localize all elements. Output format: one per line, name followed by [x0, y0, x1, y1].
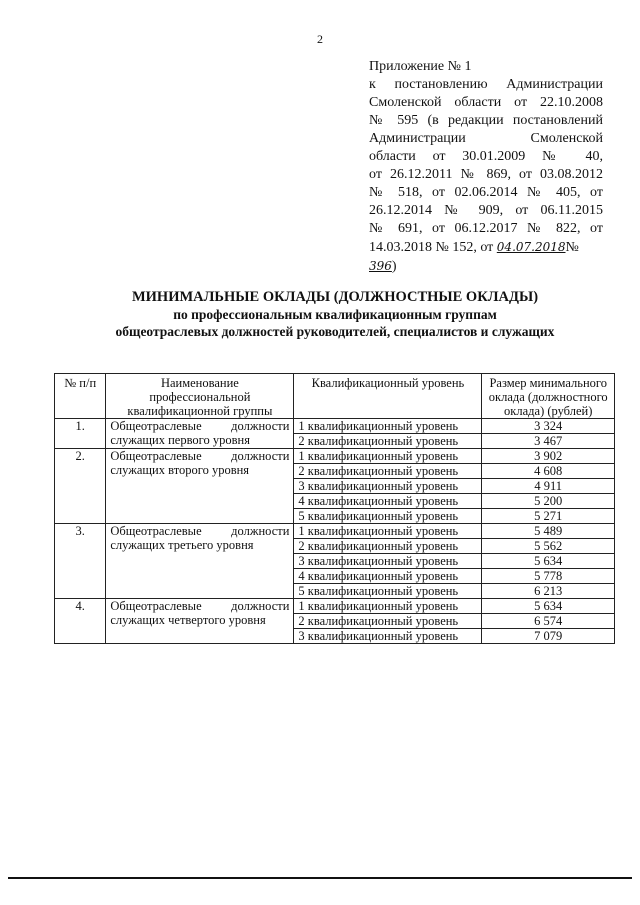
- salary-value: 6 213: [482, 584, 615, 599]
- group-number: 3.: [55, 524, 106, 599]
- appendix-line: № 595 (в редакции постановлений: [369, 113, 603, 128]
- qualification-level: 5 квалификационный уровень: [294, 509, 482, 524]
- table-row: [55, 599, 615, 614]
- qualification-level: 5 квалификационный уровень: [294, 584, 482, 599]
- appendix-title: Приложение № 1: [369, 59, 472, 74]
- footer-divider: [8, 877, 632, 879]
- table-row: [55, 449, 615, 464]
- salary-value: 7 079: [482, 629, 615, 644]
- salary-value: 5 271: [482, 509, 615, 524]
- salary-value: 3 324: [482, 419, 615, 434]
- document-title: [40, 289, 630, 340]
- appendix-line: № 518, от 02.06.2014 № 405, от: [369, 185, 603, 200]
- qualification-level: 2 квалификационный уровень: [294, 539, 482, 554]
- qualification-level: 2 квалификационный уровень: [294, 434, 482, 449]
- header-salary: Размер минимального оклада (должностного оклада) (рублей): [482, 374, 615, 419]
- qualification-level: 3 квалификационный уровень: [294, 629, 482, 644]
- salary-value: 6 574: [482, 614, 615, 629]
- table-row: [55, 524, 615, 539]
- table-body: [55, 419, 615, 644]
- group-name: Общеотраслевые должности служащих четвертого уровня: [106, 599, 294, 644]
- page-number: 2: [317, 32, 323, 46]
- header-group: Наименование профессиональной квалификационной группы: [106, 374, 294, 419]
- appendix-line: № 691, от 06.12.2017 № 822, от: [369, 221, 603, 236]
- salary-value: 5 634: [482, 554, 615, 569]
- qualification-level: 1 квалификационный уровень: [294, 419, 482, 434]
- qualification-level: 4 квалификационный уровень: [294, 569, 482, 584]
- group-name: Общеотраслевые должности служащих второго уровня: [106, 449, 294, 524]
- salary-value: 5 634: [482, 599, 615, 614]
- salary-value: 3 902: [482, 449, 615, 464]
- appendix-lines: [369, 76, 603, 238]
- salary-value: 5 562: [482, 539, 615, 554]
- appendix-line: к постановлению Администрации: [369, 77, 603, 92]
- salary-table: [54, 373, 615, 644]
- salary-value: 3 467: [482, 434, 615, 449]
- title-line-1: МИНИМАЛЬНЫЕ ОКЛАДЫ (ДОЛЖНОСТНЫЕ ОКЛАДЫ): [131, 289, 539, 305]
- appendix-line: Администрации Смоленской: [369, 131, 603, 146]
- appendix-line: области от 30.01.2009 № 40,: [369, 149, 603, 164]
- handwritten-number: 396: [369, 259, 392, 273]
- appendix-line: 26.12.2014 № 909, от 06.11.2015: [369, 203, 603, 218]
- number-prefix: №: [565, 240, 579, 255]
- qualification-level: 3 квалификационный уровень: [294, 479, 482, 494]
- salary-value: 4 911: [482, 479, 615, 494]
- salary-value: 5 200: [482, 494, 615, 509]
- qualification-level: 2 квалификационный уровень: [294, 614, 482, 629]
- header-level: Квалификационный уровень: [294, 374, 482, 419]
- group-number: 4.: [55, 599, 106, 644]
- handwritten-date: 04.07.2018: [496, 240, 566, 254]
- group-number: 1.: [55, 419, 106, 449]
- title-line-3: общеотраслевых должностей руководителей, специалистов и служащих: [115, 324, 555, 339]
- qualification-level: 3 квалификационный уровень: [294, 554, 482, 569]
- appendix-last-line-prefix: 14.03.2018 № 152, от: [369, 240, 494, 255]
- appendix-line: от 26.12.2011 № 869, от 03.08.2012: [369, 167, 603, 182]
- appendix-block: [369, 58, 603, 276]
- title-line-2: по профессиональным квалификационным группам: [173, 307, 497, 322]
- salary-value: 5 489: [482, 524, 615, 539]
- qualification-level: 1 квалификационный уровень: [294, 599, 482, 614]
- group-number: 2.: [55, 449, 106, 524]
- salary-value: 4 608: [482, 464, 615, 479]
- qualification-level: 1 квалификационный уровень: [294, 524, 482, 539]
- qualification-level: 4 квалификационный уровень: [294, 494, 482, 509]
- group-name: Общеотраслевые должности служащих третьего уровня: [106, 524, 294, 599]
- salary-value: 5 778: [482, 569, 615, 584]
- header-num: № п/п: [55, 374, 106, 419]
- appendix-last-line: 14.03.2018 № 152, от 04.07.2018№ 396): [369, 240, 579, 274]
- group-name: Общеотраслевые должности служащих первого уровня: [106, 419, 294, 449]
- appendix-line: Смоленской области от 22.10.2008: [369, 95, 603, 110]
- table-header-row: [55, 374, 615, 419]
- table-row: [55, 419, 615, 434]
- qualification-level: 2 квалификационный уровень: [294, 464, 482, 479]
- qualification-level: 1 квалификационный уровень: [294, 449, 482, 464]
